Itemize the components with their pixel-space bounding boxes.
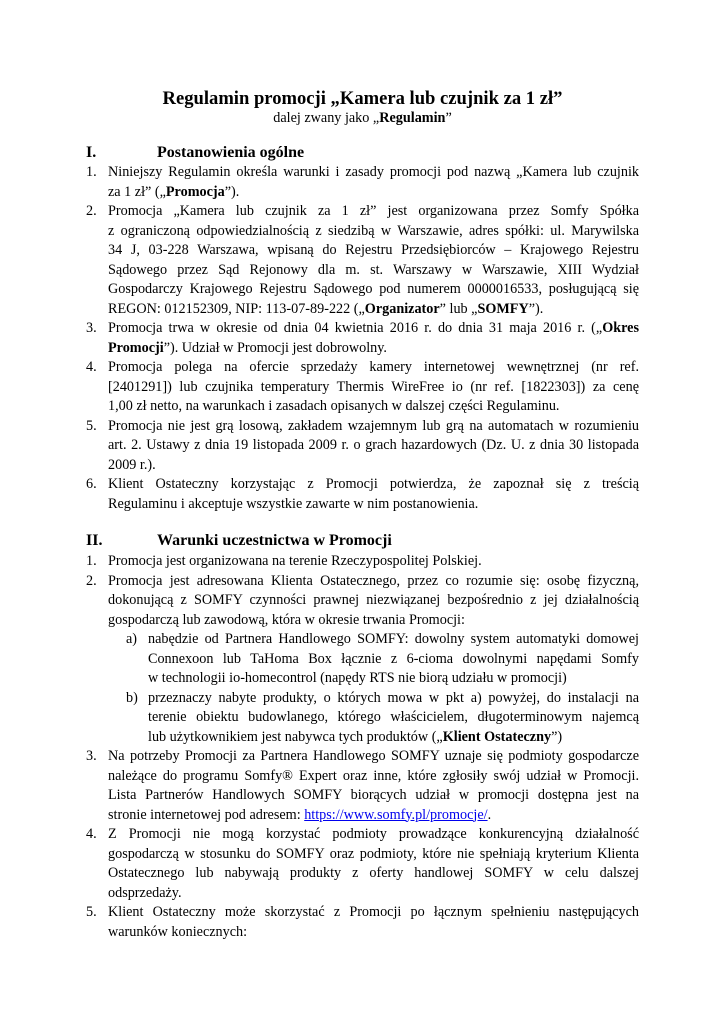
- list-item: [86, 475, 639, 514]
- item-line: przeznaczy nabyte produkty, o których mowa w pkt a) powyżej, do instalacji na: [148, 689, 639, 706]
- item-line: Promocja jest adresowana Klienta Ostatecznego, przez co rozumie się: osobę fizyczną,: [108, 572, 639, 589]
- item-text: REGON: 012152309, NIP: 113-07-89-222 („: [108, 300, 365, 317]
- item-bold: Klient Ostateczny: [442, 728, 552, 745]
- item-line: w technologii io-homecontrol (napędy RTS nie biorą udziału w promocji): [148, 670, 567, 686]
- sub-item-letter: a): [126, 631, 138, 647]
- item-line: Regulaminu i akceptuje wszystkie zawarte w nim postanowienia.: [108, 495, 479, 512]
- list-item: [86, 319, 639, 358]
- list-item: [86, 358, 639, 417]
- item-text: .: [487, 806, 492, 823]
- item-line: [108, 806, 639, 826]
- item-line: [108, 339, 639, 359]
- item-bold: SOMFY: [477, 300, 529, 317]
- item-number: 6.: [86, 476, 97, 492]
- list-item: [86, 903, 639, 942]
- item-text: Promocja trwa w okresie od dnia 04 kwietnia 2016 r. do dnia 31 maja 2016 r. („: [108, 320, 603, 336]
- document-title: Regulamin promocji „Kamera lub czujnik za 1 zł”: [162, 88, 563, 109]
- document-subtitle: [0, 109, 725, 127]
- section-1-number: I.: [86, 144, 97, 161]
- item-bold: Promocji: [108, 339, 164, 356]
- promotion-link[interactable]: https://www.somfy.pl/promocje/: [304, 806, 488, 823]
- section-2-heading: [86, 531, 392, 551]
- item-line: [2401291]) lub czujnika temperatury Thermis WireFree io (nr ref. [1822303]) za cenę: [108, 378, 639, 395]
- item-text: lub użytkownikiem jest nabywca tych produktów („: [148, 728, 443, 745]
- item-line: nabędzie od Partnera Handlowego SOMFY: dowolny system automatyki domowej: [148, 631, 639, 647]
- item-number: 4.: [86, 359, 97, 375]
- item-text: za 1 zł” („: [108, 183, 166, 200]
- item-line: [148, 728, 639, 748]
- item-line: z ograniczoną odpowiedzialnością z siedzibą w Warszawie, adres spółki: ul. Marywilska: [108, 222, 639, 239]
- item-number: 2.: [86, 203, 97, 219]
- item-text: ”).: [224, 183, 240, 200]
- item-number: 4.: [86, 826, 97, 842]
- sub-item: [86, 689, 639, 748]
- item-line: 2009 r.).: [108, 456, 156, 473]
- sub-item-letter: b): [126, 689, 138, 706]
- item-line: Gospodarczy Krajowego Rejestru Sądowego pod numerem 0000016533, posługującą się: [108, 281, 639, 297]
- item-line: odsprzedaży.: [108, 884, 182, 901]
- list-item: [86, 202, 639, 319]
- item-number: 5.: [86, 904, 97, 920]
- item-line: [108, 183, 639, 203]
- item-line: dokonującą z SOMFY czynności prawnej niezwiązanej bezpośrednio z jej działalnością: [108, 592, 639, 608]
- section-2-title: Warunki uczestnictwa w Promocji: [157, 532, 392, 549]
- item-number: 5.: [86, 417, 97, 434]
- item-line: terenie obiektu budowlanego, którego właścicielem, długoterminowym najemcą: [148, 709, 639, 725]
- list-item: [86, 552, 639, 572]
- item-number: 1.: [86, 164, 97, 180]
- sub-item: [86, 630, 639, 689]
- item-line: Promocja jest organizowana na terenie Rzeczypospolitej Polskiej.: [108, 553, 482, 569]
- section-2-list: [86, 552, 639, 942]
- list-item: [86, 163, 639, 202]
- item-text: ” lub „: [439, 300, 478, 317]
- item-line: Z Promocji nie mogą korzystać podmioty prowadzące konkurencyjną działalność: [108, 826, 639, 842]
- item-bold: Okres: [602, 320, 639, 336]
- item-number: 1.: [86, 553, 97, 569]
- item-bold: Promocja: [165, 183, 225, 200]
- list-item: [86, 417, 639, 476]
- subtitle-end: ”: [445, 110, 452, 126]
- item-line: Niniejszy Regulamin określa warunki i zasady promocji pod nazwą „Kamera lub czujnik: [108, 164, 639, 180]
- item-number: 2.: [86, 572, 97, 589]
- item-line: Connexoon lub TaHoma Box łącznie z 6-cioma dowolnymi napędami Somfy: [148, 650, 639, 667]
- item-line: Klient Ostateczny korzystając z Promocji potwierdza, że zapoznał się z treścią: [108, 476, 639, 492]
- item-line: Ostatecznego lub nabywają produkty z oferty handlowej SOMFY w celu dalszej: [108, 865, 639, 881]
- item-line: warunków koniecznych:: [108, 923, 248, 940]
- section-2-number: II.: [86, 532, 103, 549]
- item-line: Na potrzeby Promocji za Partnera Handlowego SOMFY uznaje się podmioty gospodarcze: [108, 748, 639, 764]
- item-line: Promocja polega na ofercie sprzedaży kamery internetowej wewnętrznej (nr ref.: [108, 359, 639, 375]
- item-line: 1,00 zł netto, na warunkach i zasadach opisanych w dalszej części Regulaminu.: [108, 398, 560, 414]
- item-line: art. 2. Ustawy z dnia 19 listopada 2009 r. o grach hazardowych (Dz. U. z dnia 30 listopada: [108, 437, 639, 453]
- item-line: gospodarczą lub zawodową, która w okresie trwania Promocji:: [108, 611, 465, 628]
- item-line: [108, 300, 639, 320]
- item-line: 34 J, 03-228 Warszawa, wpisaną do Rejestru Przedsiębiorców – Krajowego Rejestru: [108, 242, 639, 258]
- list-item: [86, 825, 639, 903]
- item-number: 3.: [86, 748, 97, 764]
- section-1-list: [86, 163, 639, 514]
- item-line: Klient Ostateczny może skorzystać z Promocji po łącznym spełnieniu następujących: [108, 904, 639, 920]
- item-line: Lista Partnerów Handlowych SOMFY biorących udział w promocji dostępna jest na: [108, 787, 639, 803]
- item-line: Promocja „Kamera lub czujnik za 1 zł” jest organizowana przez Somfy Spółka: [108, 203, 639, 219]
- item-bold: Organizator: [364, 300, 440, 317]
- subtitle-text: dalej zwany jako „: [273, 110, 380, 126]
- section-1-title: Postanowienia ogólne: [157, 144, 305, 161]
- item-text: ”): [551, 728, 563, 745]
- list-item: [86, 747, 639, 825]
- section-1-heading: [86, 143, 304, 163]
- item-line: Promocja nie jest grą losową, zakładem wzajemnym lub grą na automatach w rozumieniu: [108, 417, 639, 434]
- item-number: 3.: [86, 320, 97, 336]
- item-line: [108, 319, 639, 339]
- item-text: ”). Udział w Promocji jest dobrowolny.: [163, 339, 387, 356]
- item-text: ”).: [528, 300, 544, 317]
- subtitle-bold: Regulamin: [379, 110, 446, 126]
- item-line: należące do programu Somfy® Expert oraz inne, które zgłosiły swój udział w Promocji.: [108, 767, 639, 784]
- item-line: gospodarczą w stosunku do SOMFY oraz podmioty, które nie spełniają kryterium Klienta: [108, 845, 639, 862]
- item-text: stronie internetowej pod adresem:: [108, 806, 305, 823]
- item-line: Sądowego przez Sąd Rejonowy dla m. st. Warszawy w Warszawie, XIII Wydział: [108, 261, 639, 278]
- list-item: [86, 572, 639, 631]
